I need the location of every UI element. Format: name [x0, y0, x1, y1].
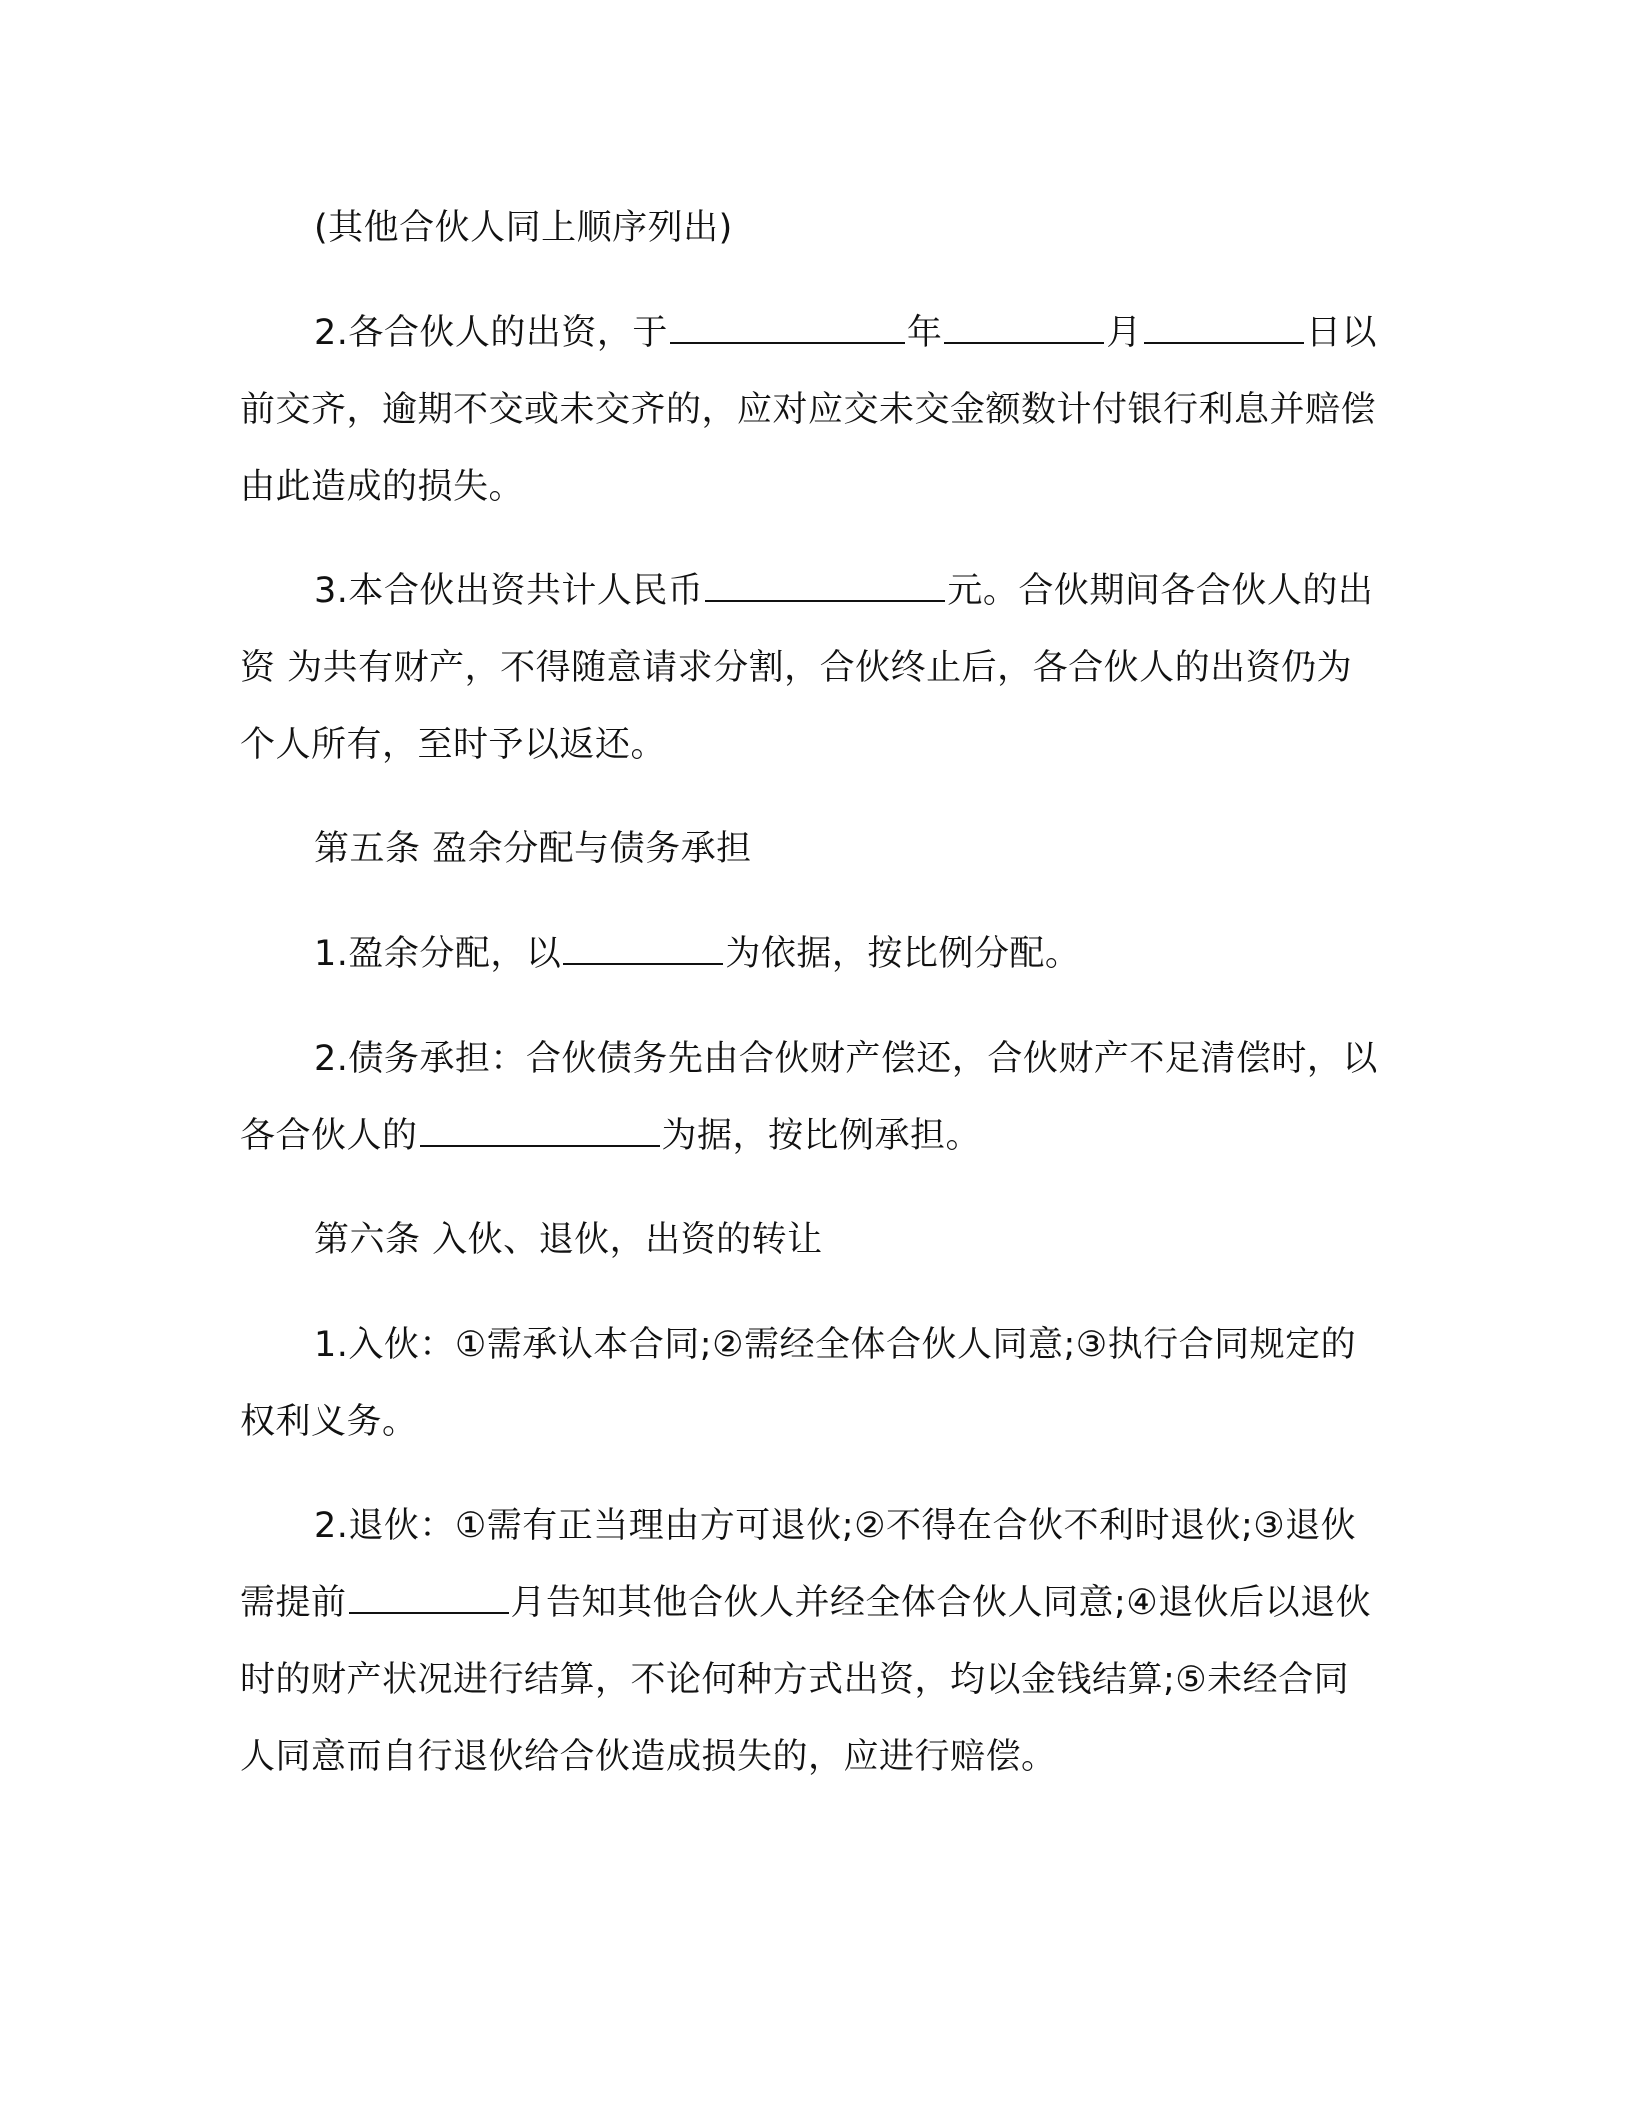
- blank-field-amount: [705, 570, 945, 602]
- section-heading-article-5: [240, 811, 1380, 888]
- paragraph-profit-distribution: [240, 916, 1380, 993]
- paragraph-contribution-deadline: [240, 295, 1380, 526]
- paragraph-text: 元。合伙期间各合伙人的出资 为共有财产，不得随意请求分割，合伙终止后，各合伙人的出资仍为个人所有，至时予以返还。: [240, 571, 1374, 765]
- paragraph-text: 月: [1106, 313, 1142, 353]
- paragraph-joining: [240, 1307, 1380, 1461]
- document-body: [240, 190, 1380, 1823]
- paragraph-withdrawal: [240, 1488, 1380, 1796]
- paragraph-text: 1.入伙：①需承认本合同;②需经全体合伙人同意;③执行合同规定的权利义务。: [240, 1325, 1357, 1442]
- heading-text: 第六条 入伙、退伙，出资的转让: [314, 1220, 823, 1260]
- heading-text: 第五条 盈余分配与债务承担: [314, 829, 752, 869]
- paragraph-text: 3.本合伙出资共计人民币: [314, 571, 704, 611]
- paragraph-total-contribution: [240, 553, 1380, 784]
- paragraph-text: 2.各合伙人的出资，于: [314, 313, 668, 353]
- paragraph-text: 2.债务承担：合伙债务先由合伙财产偿还，合伙财产不足清偿时，以各合伙人的: [240, 1039, 1378, 1156]
- paragraph-other-partners-note: [240, 190, 1380, 267]
- paragraph-text: 年: [906, 313, 943, 353]
- blank-field-day: [1144, 312, 1304, 344]
- paragraph-text: 1.盈余分配，以: [314, 934, 562, 974]
- paragraph-text: 为据，按比例承担。: [661, 1116, 982, 1156]
- paragraph-text: 月告知其他合伙人并经全体合伙人同意;④退伙后以退伙时的财产状况进行结算，不论何种方式出资，均以金钱结算;⑤未经合同人同意而自行退伙给合伙造成损失的，应进行赔偿。: [240, 1583, 1372, 1777]
- blank-field-months: [349, 1582, 509, 1614]
- blank-field-month: [944, 312, 1104, 344]
- paragraph-text: 为依据，按比例分配。: [725, 934, 1081, 974]
- section-heading-article-6: [240, 1202, 1380, 1279]
- blank-field-basis: [563, 933, 723, 965]
- blank-field-year: [670, 312, 905, 344]
- paragraph-text: 日以前交齐，逾期不交或未交齐的，应对应交未交金额数计付银行利息并赔偿由此造成的损失。: [240, 313, 1377, 507]
- paragraph-text: 2.退伙：①需有正当理由方可退伙;②不得在合伙不利时退伙;③退伙需提前: [240, 1506, 1357, 1623]
- paragraph-debt-bearing: [240, 1021, 1380, 1175]
- blank-field-basis: [420, 1115, 660, 1147]
- paragraph-text: (其他合伙人同上顺序列出): [314, 208, 733, 248]
